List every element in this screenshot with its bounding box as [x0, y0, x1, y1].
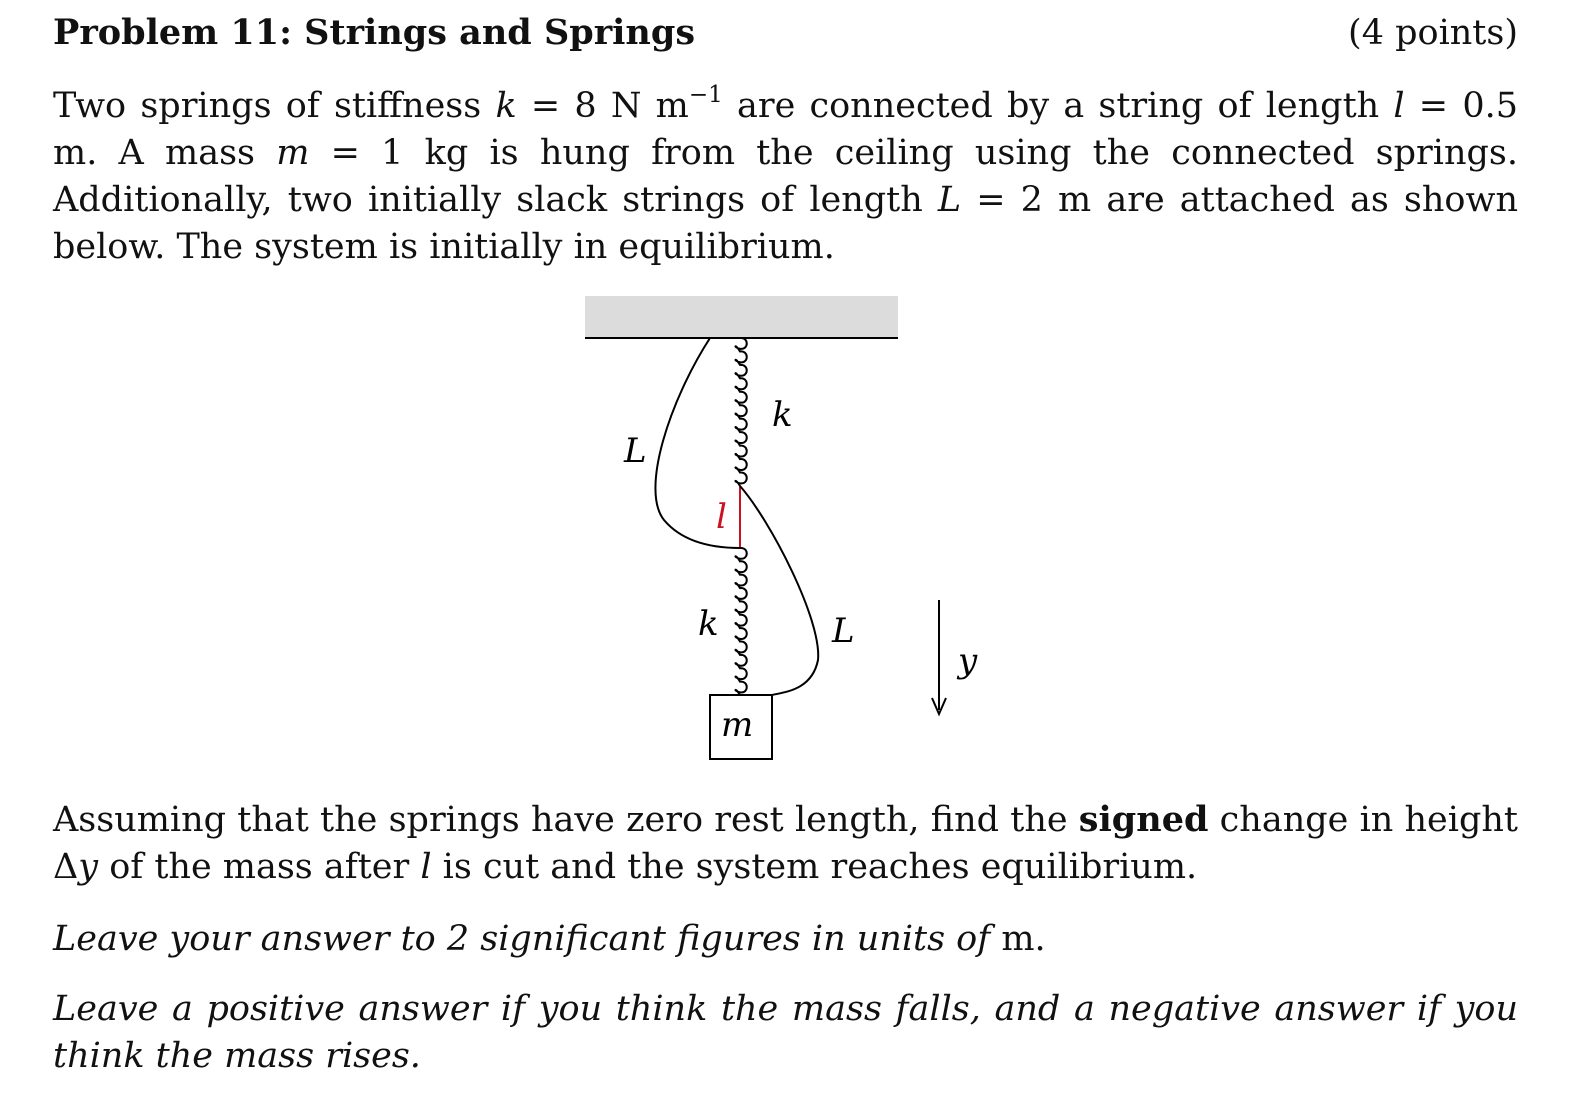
intro-text-4: = 0.5 m. A mass [53, 86, 1518, 173]
intro-text-1: Two springs of stiffness [53, 86, 496, 126]
intro-text-2: = 8 N m [516, 86, 689, 126]
label-l: l [716, 497, 727, 537]
intro-paragraph [53, 83, 1518, 271]
problem-points: (4 points) [1348, 13, 1518, 53]
sig-figs-instruction [53, 916, 1518, 963]
label-k-bottom: k [698, 604, 719, 644]
L-symbol: L [937, 180, 962, 220]
l-symbol: l [1393, 86, 1405, 126]
question-paragraph [53, 796, 1518, 891]
question-text-1: Assuming that the springs have zero rest length, find the [53, 800, 1079, 840]
sig-figs-text: Leave your answer to 2 significant figures in units of [53, 919, 1002, 959]
question-text-2: change in height Δ [53, 800, 1518, 887]
label-y: y [958, 641, 978, 681]
question-text-3: of the mass after [98, 847, 421, 887]
l-symbol-q: l [420, 847, 432, 887]
label-m: m [721, 705, 754, 745]
bottom-spring [735, 548, 746, 695]
sign-instruction: Leave a positive answer if you think the mass falls, and a negative answer if you think the mass rises. [53, 989, 1518, 1076]
label-k-top: k [772, 395, 793, 435]
unit-text: m. [1001, 919, 1046, 959]
intro-text-3: are connected by a string of length [722, 86, 1394, 126]
label-L-left: L [624, 431, 647, 471]
m-symbol: m [276, 133, 310, 173]
question-text-4: is cut and the system reaches equilibrium. [431, 847, 1198, 887]
right-string-L [740, 486, 818, 695]
y-symbol: y [78, 847, 99, 887]
label-L-right: L [832, 611, 855, 651]
left-string-L [655, 338, 740, 548]
ceiling [585, 296, 898, 337]
intro-text-5: = 1 kg is hung from the ceiling using the connected springs. Additionally, two initially slack strings of length [53, 133, 1519, 220]
intro-text-6: = 2 m are attached as shown below. The system is initially in equilibrium. [53, 180, 1518, 267]
problem-title: Problem 11: Strings and Springs [53, 12, 696, 53]
k-symbol: k [495, 86, 517, 126]
spring-diagram [560, 290, 980, 770]
problem-header [53, 12, 1518, 62]
exponent: −1 [688, 82, 723, 109]
question-bold: signed [1078, 799, 1209, 840]
top-spring [735, 338, 746, 486]
